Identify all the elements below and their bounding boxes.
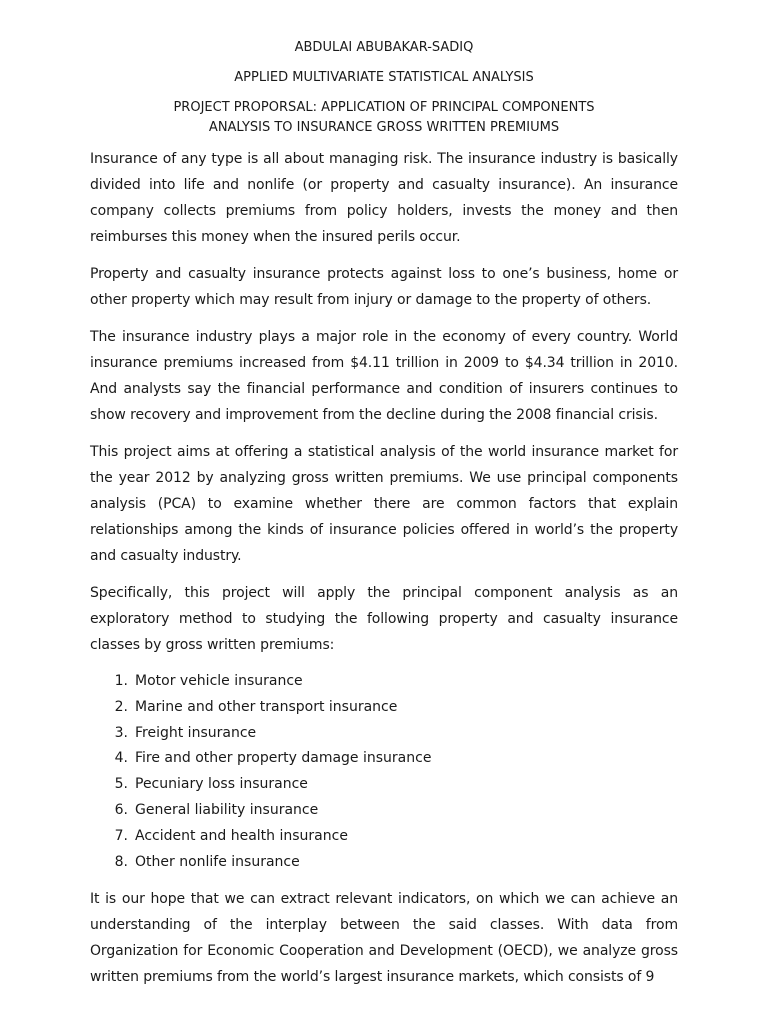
list-item-text: General liability insurance	[135, 801, 319, 818]
paragraph-specifically: Specifically, this project will apply the principal component analysis as an exploratory method to studying the following property and casualty insurance classes by gross written premiums:	[90, 585, 678, 653]
document-page	[90, 38, 678, 1001]
project-title-line-2: ANALYSIS TO INSURANCE GROSS WRITTEN PREMIUMS	[208, 120, 560, 135]
paragraph-closing: It is our hope that we can extract relevant indicators, on which we can achieve an understanding of the interplay between the said classes. With data from Organization for Economic Cooperation and Development (OECD), we analyze gross written premiums from the world’s largest insurance markets, which consists of 9	[90, 891, 678, 986]
paragraph-intro: Insurance of any type is all about managing risk. The insurance industry is basically divided into life and nonlife (or property and casualty insurance). An insurance company collects premiums from policy holders, invests the money and then reimburses this money when the insured perils occur.	[90, 151, 678, 245]
list-item-text: Pecuniary loss insurance	[135, 776, 308, 793]
list-item	[90, 824, 678, 850]
list-item-number: 8.	[114, 853, 128, 870]
paragraph-industry-role: The insurance industry plays a major role in the economy of every country. World insurance premiums increased from $4.11 trillion in 2009 to $4.34 trillion in 2010. And analysts say the financial performance and condition of insurers continues to show recovery and improvement from the decline during the 2008 financial crisis.	[90, 329, 678, 423]
list-item-number: 6.	[114, 801, 128, 818]
list-item	[90, 850, 678, 876]
list-item-text: Marine and other transport insurance	[135, 698, 398, 715]
list-item	[90, 798, 678, 824]
list-item	[90, 669, 678, 695]
list-item	[90, 772, 678, 798]
list-item	[90, 746, 678, 772]
list-item-text: Fire and other property damage insurance	[135, 750, 432, 767]
list-item-text: Other nonlife insurance	[135, 853, 300, 870]
list-item	[90, 695, 678, 721]
paragraph-project-aim: This project aims at offering a statistical analysis of the world insurance market for the year 2012 by analyzing gross written premiums. We use principal components analysis (PCA) to examine whether there are common factors that explain relationships among the kinds of insurance policies offered in world’s the property and casualty industry.	[90, 444, 678, 564]
paragraph-property-casualty: Property and casualty insurance protects against loss to one’s business, home or other property which may result from injury or damage to the property of others.	[90, 266, 678, 308]
list-item-text: Motor vehicle insurance	[135, 673, 303, 689]
list-item-text: Freight insurance	[135, 724, 257, 741]
insurance-classes-list	[90, 669, 678, 875]
list-item-number: 5.	[114, 776, 128, 793]
course-title: APPLIED MULTIVARIATE STATISTICAL ANALYSIS	[234, 70, 534, 85]
list-item-number: 7.	[114, 827, 128, 844]
author-name: ABDULAI ABUBAKAR-SADIQ	[294, 40, 474, 55]
list-item-text: Accident and health insurance	[135, 827, 348, 844]
project-title-line-1: PROJECT PROPORSAL: APPLICATION OF PRINCIPAL COMPONENTS	[173, 100, 595, 115]
list-item-number: 4.	[114, 750, 128, 767]
list-item-number: 2.	[114, 698, 128, 715]
list-item	[90, 721, 678, 747]
list-item-number: 3.	[114, 724, 128, 741]
list-item-number: 1.	[114, 673, 128, 689]
